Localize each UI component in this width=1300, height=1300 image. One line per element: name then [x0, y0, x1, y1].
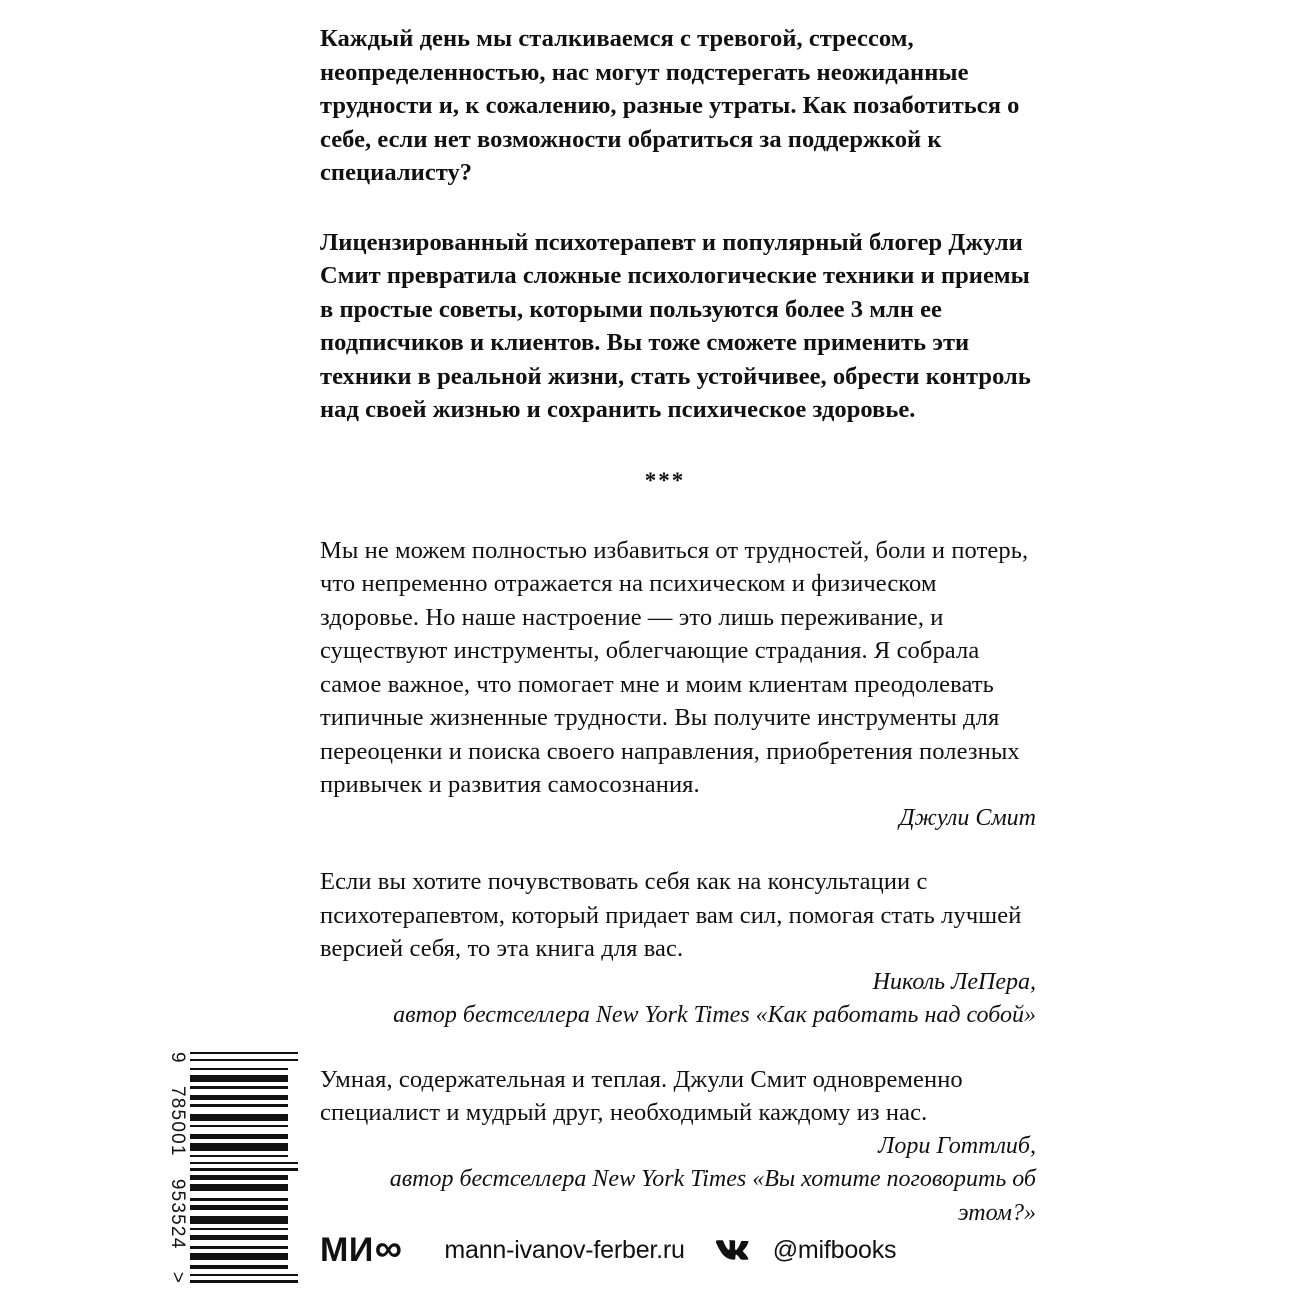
endorsement-text-2: Умная, содержательная и теплая. Джули Смит одновременно специалист и мудрый друг, необходимый каждому из нас. [320, 1065, 963, 1126]
blurb-text-column [320, 22, 1036, 1230]
social-handle[interactable]: @mifbooks [772, 1235, 897, 1264]
barcode [168, 1052, 288, 1284]
vk-icon[interactable] [715, 1239, 749, 1261]
quote-paragraph: Мы не можем полностью избавиться от трудностей, боли и потерь, что непременно отражается на психическом и физическом здоровье. Но наше настроение — это лишь переживание, и существуют инструменты, облегчающие страдания. Я собрала самое важное, что помогает мне и моим клиентам преодолевать типичные жизненные трудности. Вы получите инструменты для переоценки и поиска своего направления, приобретения полезных привычек и развития самосознания. [320, 536, 1029, 798]
spacer [320, 498, 1036, 534]
barcode-left-group: 785001 [167, 1086, 188, 1157]
quote-attribution: Джули Смит [899, 804, 1036, 831]
endorsement-credit-1: автор бестселлера New York Times «Как работать над собой» [393, 1002, 1036, 1028]
barcode-digits [166, 1052, 190, 1284]
spacer [320, 1033, 1036, 1063]
barcode-right-group: 953524 [167, 1178, 188, 1250]
endorsement-author-2: Лори Готтлиб, [878, 1132, 1036, 1159]
endorsement-text-1: Если вы хотите почувствовать себя как на консультации с психотерапевтом, который придает вам сил, помогая стать лучшей версией себя, то эта книга для вас. [320, 868, 1022, 962]
spacer [320, 835, 1036, 865]
intro-paragraph: Каждый день мы сталкиваемся с тревогой, стрессом, неопределенностью, нас могут подстерегать неожиданные трудности и, к сожалению, разные утраты. Как позаботиться о себе, если нет возможности обратиться за поддержкой к специалисту? [320, 25, 1020, 186]
author-paragraph: Лицензированный психотерапевт и популярный блогер Джули Смит превратила сложные психологические техники и приемы в простые советы, которыми пользуются более 3 млн ее подписчиков и клиентов. Вы тоже сможете применить эти техники в реальной жизни, стать устойчивее, обрести контроль над своей жизнью и сохранить психическое здоровье. [320, 228, 1031, 423]
spacer [320, 190, 1036, 226]
barcode-lead-digit: 9 [167, 1052, 188, 1064]
endorsement-credit-2: автор бестселлера New York Times «Вы хотите поговорить об этом?» [389, 1166, 1036, 1226]
endorsement-author-1: Николь ЛеПера, [872, 968, 1036, 995]
publisher-logo [320, 1228, 403, 1270]
publisher-logo-text: МИ [320, 1231, 374, 1269]
spacer [320, 427, 1036, 463]
publisher-website[interactable]: mann-ivanov-ferber.ru [444, 1235, 685, 1264]
barcode-end-marker: > [167, 1271, 188, 1284]
infinity-icon: ∞ [374, 1228, 403, 1270]
barcode-icon [168, 1052, 288, 1284]
barcode-bars [190, 1052, 288, 1284]
publisher-footer [320, 1228, 896, 1272]
section-separator: *** [644, 467, 686, 493]
